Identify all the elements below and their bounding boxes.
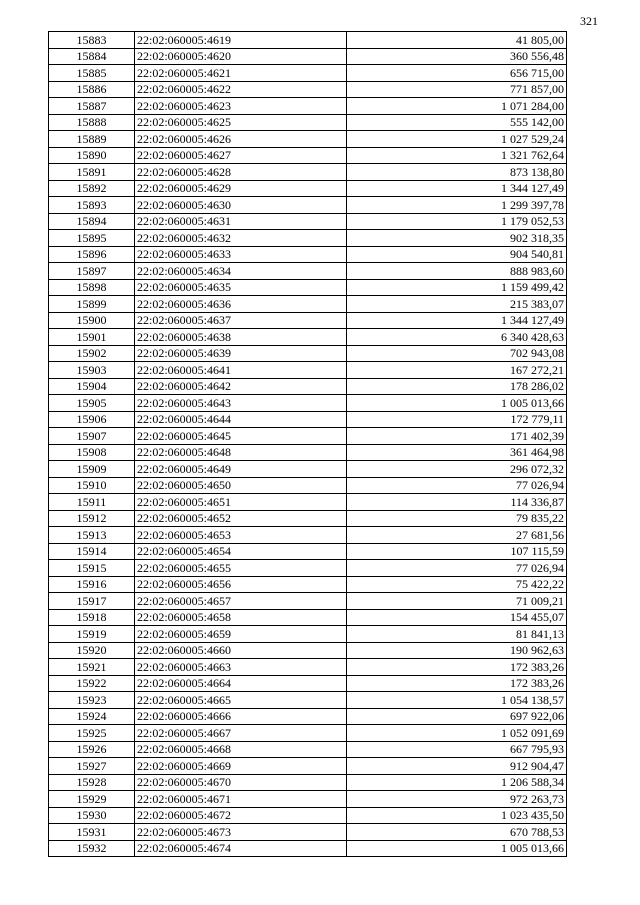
- row-number-cell: 15917: [49, 593, 135, 610]
- cadastral-number-cell: 22:02:060005:4651: [135, 494, 347, 511]
- cadastral-number-cell: 22:02:060005:4650: [135, 477, 347, 494]
- cadastral-number-cell: 22:02:060005:4638: [135, 329, 347, 346]
- cadastral-number-cell: 22:02:060005:4664: [135, 675, 347, 692]
- table-row: [49, 609, 567, 626]
- cadastral-value-table: [48, 31, 567, 857]
- row-number-cell: 15893: [49, 197, 135, 214]
- cadastral-number-cell: 22:02:060005:4665: [135, 692, 347, 709]
- cadastral-value-cell: 6 340 428,63: [347, 329, 567, 346]
- cadastral-value-cell: 1 159 499,42: [347, 279, 567, 296]
- cadastral-value-cell: 296 072,32: [347, 461, 567, 478]
- row-number-cell: 15896: [49, 246, 135, 263]
- table-row: [49, 180, 567, 197]
- cadastral-value-cell: 178 286,02: [347, 378, 567, 395]
- cadastral-value-cell: 71 009,21: [347, 593, 567, 610]
- row-number-cell: 15883: [49, 32, 135, 49]
- cadastral-value-cell: 27 681,56: [347, 527, 567, 544]
- row-number-cell: 15885: [49, 65, 135, 82]
- cadastral-value-cell: 1 027 529,24: [347, 131, 567, 148]
- cadastral-value-cell: 154 455,07: [347, 609, 567, 626]
- table-row: [49, 626, 567, 643]
- cadastral-number-cell: 22:02:060005:4625: [135, 114, 347, 131]
- table-row: [49, 758, 567, 775]
- table-row: [49, 576, 567, 593]
- cadastral-value-cell: 1 344 127,49: [347, 312, 567, 329]
- table-row: [49, 98, 567, 115]
- cadastral-number-cell: 22:02:060005:4672: [135, 807, 347, 824]
- cadastral-value-cell: 912 904,47: [347, 758, 567, 775]
- row-number-cell: 15911: [49, 494, 135, 511]
- cadastral-number-cell: 22:02:060005:4654: [135, 543, 347, 560]
- cadastral-value-cell: 667 795,93: [347, 741, 567, 758]
- cadastral-value-cell: 1 344 127,49: [347, 180, 567, 197]
- table-row: [49, 659, 567, 676]
- cadastral-value-cell: 1 005 013,66: [347, 840, 567, 857]
- cadastral-number-cell: 22:02:060005:4652: [135, 510, 347, 527]
- cadastral-value-cell: 190 962,63: [347, 642, 567, 659]
- table-row: [49, 411, 567, 428]
- cadastral-number-cell: 22:02:060005:4628: [135, 164, 347, 181]
- table-row: [49, 444, 567, 461]
- row-number-cell: 15890: [49, 147, 135, 164]
- row-number-cell: 15910: [49, 477, 135, 494]
- row-number-cell: 15912: [49, 510, 135, 527]
- table-row: [49, 131, 567, 148]
- cadastral-number-cell: 22:02:060005:4627: [135, 147, 347, 164]
- table-row: [49, 741, 567, 758]
- cadastral-value-cell: 171 402,39: [347, 428, 567, 445]
- table-row: [49, 494, 567, 511]
- cadastral-number-cell: 22:02:060005:4626: [135, 131, 347, 148]
- row-number-cell: 15920: [49, 642, 135, 659]
- row-number-cell: 15889: [49, 131, 135, 148]
- cadastral-number-cell: 22:02:060005:4619: [135, 32, 347, 49]
- cadastral-number-cell: 22:02:060005:4620: [135, 48, 347, 65]
- table-row: [49, 230, 567, 247]
- table-row: [49, 32, 567, 49]
- row-number-cell: 15923: [49, 692, 135, 709]
- table-row: [49, 114, 567, 131]
- cadastral-number-cell: 22:02:060005:4639: [135, 345, 347, 362]
- row-number-cell: 15930: [49, 807, 135, 824]
- cadastral-value-cell: 1 005 013,66: [347, 395, 567, 412]
- cadastral-number-cell: 22:02:060005:4671: [135, 791, 347, 808]
- row-number-cell: 15914: [49, 543, 135, 560]
- table-row: [49, 48, 567, 65]
- table-row: [49, 246, 567, 263]
- cadastral-number-cell: 22:02:060005:4648: [135, 444, 347, 461]
- cadastral-value-cell: 79 835,22: [347, 510, 567, 527]
- cadastral-value-cell: 702 943,08: [347, 345, 567, 362]
- table-row: [49, 329, 567, 346]
- row-number-cell: 15903: [49, 362, 135, 379]
- row-number-cell: 15932: [49, 840, 135, 857]
- row-number-cell: 15900: [49, 312, 135, 329]
- cadastral-number-cell: 22:02:060005:4659: [135, 626, 347, 643]
- cadastral-value-cell: 873 138,80: [347, 164, 567, 181]
- cadastral-value-cell: 114 336,87: [347, 494, 567, 511]
- row-number-cell: 15918: [49, 609, 135, 626]
- cadastral-value-cell: 172 779,11: [347, 411, 567, 428]
- cadastral-value-cell: 670 788,53: [347, 824, 567, 841]
- cadastral-number-cell: 22:02:060005:4633: [135, 246, 347, 263]
- row-number-cell: 15913: [49, 527, 135, 544]
- row-number-cell: 15886: [49, 81, 135, 98]
- table-row: [49, 461, 567, 478]
- row-number-cell: 15915: [49, 560, 135, 577]
- table-row: [49, 428, 567, 445]
- table-row: [49, 164, 567, 181]
- cadastral-value-cell: 888 983,60: [347, 263, 567, 280]
- cadastral-value-cell: 1 321 762,64: [347, 147, 567, 164]
- row-number-cell: 15902: [49, 345, 135, 362]
- row-number-cell: 15895: [49, 230, 135, 247]
- cadastral-number-cell: 22:02:060005:4657: [135, 593, 347, 610]
- table-row: [49, 807, 567, 824]
- row-number-cell: 15925: [49, 725, 135, 742]
- table-row: [49, 362, 567, 379]
- row-number-cell: 15884: [49, 48, 135, 65]
- row-number-cell: 15928: [49, 774, 135, 791]
- table-row: [49, 263, 567, 280]
- row-number-cell: 15888: [49, 114, 135, 131]
- table-row: [49, 213, 567, 230]
- table-row: [49, 692, 567, 709]
- cadastral-value-cell: 555 142,00: [347, 114, 567, 131]
- cadastral-number-cell: 22:02:060005:4643: [135, 395, 347, 412]
- cadastral-number-cell: 22:02:060005:4622: [135, 81, 347, 98]
- row-number-cell: 15904: [49, 378, 135, 395]
- cadastral-value-cell: 904 540,81: [347, 246, 567, 263]
- table-row: [49, 774, 567, 791]
- row-number-cell: 15901: [49, 329, 135, 346]
- cadastral-value-cell: 81 841,13: [347, 626, 567, 643]
- table-row: [49, 477, 567, 494]
- row-number-cell: 15891: [49, 164, 135, 181]
- cadastral-number-cell: 22:02:060005:4634: [135, 263, 347, 280]
- cadastral-number-cell: 22:02:060005:4649: [135, 461, 347, 478]
- table-row: [49, 675, 567, 692]
- cadastral-number-cell: 22:02:060005:4653: [135, 527, 347, 544]
- cadastral-number-cell: 22:02:060005:4632: [135, 230, 347, 247]
- cadastral-value-cell: 172 383,26: [347, 675, 567, 692]
- row-number-cell: 15905: [49, 395, 135, 412]
- table-row: [49, 378, 567, 395]
- table-row: [49, 560, 567, 577]
- cadastral-number-cell: 22:02:060005:4656: [135, 576, 347, 593]
- table-row: [49, 81, 567, 98]
- table-row: [49, 279, 567, 296]
- cadastral-number-cell: 22:02:060005:4655: [135, 560, 347, 577]
- cadastral-number-cell: 22:02:060005:4663: [135, 659, 347, 676]
- row-number-cell: 15922: [49, 675, 135, 692]
- row-number-cell: 15899: [49, 296, 135, 313]
- row-number-cell: 15927: [49, 758, 135, 775]
- cadastral-value-cell: 972 263,73: [347, 791, 567, 808]
- cadastral-value-cell: 656 715,00: [347, 65, 567, 82]
- table-body: [49, 32, 567, 857]
- row-number-cell: 15926: [49, 741, 135, 758]
- cadastral-value-cell: 1 054 138,57: [347, 692, 567, 709]
- cadastral-value-cell: 360 556,48: [347, 48, 567, 65]
- table-row: [49, 197, 567, 214]
- cadastral-value-cell: 1 071 284,00: [347, 98, 567, 115]
- cadastral-value-cell: 902 318,35: [347, 230, 567, 247]
- table-row: [49, 593, 567, 610]
- row-number-cell: 15894: [49, 213, 135, 230]
- cadastral-number-cell: 22:02:060005:4629: [135, 180, 347, 197]
- cadastral-number-cell: 22:02:060005:4670: [135, 774, 347, 791]
- cadastral-value-cell: 107 115,59: [347, 543, 567, 560]
- row-number-cell: 15929: [49, 791, 135, 808]
- row-number-cell: 15931: [49, 824, 135, 841]
- cadastral-value-cell: 77 026,94: [347, 560, 567, 577]
- cadastral-number-cell: 22:02:060005:4621: [135, 65, 347, 82]
- row-number-cell: 15921: [49, 659, 135, 676]
- cadastral-number-cell: 22:02:060005:4674: [135, 840, 347, 857]
- cadastral-value-cell: 1 206 588,34: [347, 774, 567, 791]
- table-row: [49, 510, 567, 527]
- row-number-cell: 15908: [49, 444, 135, 461]
- table-row: [49, 65, 567, 82]
- cadastral-value-cell: 1 023 435,50: [347, 807, 567, 824]
- cadastral-value-cell: 771 857,00: [347, 81, 567, 98]
- cadastral-number-cell: 22:02:060005:4668: [135, 741, 347, 758]
- row-number-cell: 15898: [49, 279, 135, 296]
- table-row: [49, 296, 567, 313]
- cadastral-value-cell: 77 026,94: [347, 477, 567, 494]
- cadastral-number-cell: 22:02:060005:4623: [135, 98, 347, 115]
- cadastral-number-cell: 22:02:060005:4631: [135, 213, 347, 230]
- cadastral-number-cell: 22:02:060005:4658: [135, 609, 347, 626]
- cadastral-value-cell: 167 272,21: [347, 362, 567, 379]
- cadastral-number-cell: 22:02:060005:4644: [135, 411, 347, 428]
- page-number: 321: [580, 14, 598, 28]
- table-row: [49, 642, 567, 659]
- table-row: [49, 708, 567, 725]
- cadastral-value-cell: 1 299 397,78: [347, 197, 567, 214]
- row-number-cell: 15919: [49, 626, 135, 643]
- cadastral-value-cell: 75 422,22: [347, 576, 567, 593]
- cadastral-value-cell: 361 464,98: [347, 444, 567, 461]
- cadastral-value-cell: 697 922,06: [347, 708, 567, 725]
- row-number-cell: 15909: [49, 461, 135, 478]
- table-row: [49, 791, 567, 808]
- cadastral-value-cell: 172 383,26: [347, 659, 567, 676]
- table-row: [49, 147, 567, 164]
- cadastral-number-cell: 22:02:060005:4636: [135, 296, 347, 313]
- cadastral-number-cell: 22:02:060005:4673: [135, 824, 347, 841]
- row-number-cell: 15892: [49, 180, 135, 197]
- table-row: [49, 395, 567, 412]
- table-row: [49, 840, 567, 857]
- table-row: [49, 543, 567, 560]
- cadastral-number-cell: 22:02:060005:4669: [135, 758, 347, 775]
- cadastral-number-cell: 22:02:060005:4645: [135, 428, 347, 445]
- table-row: [49, 824, 567, 841]
- cadastral-number-cell: 22:02:060005:4641: [135, 362, 347, 379]
- cadastral-value-cell: 41 805,00: [347, 32, 567, 49]
- cadastral-value-cell: 1 179 052,53: [347, 213, 567, 230]
- cadastral-number-cell: 22:02:060005:4667: [135, 725, 347, 742]
- table-row: [49, 312, 567, 329]
- cadastral-number-cell: 22:02:060005:4666: [135, 708, 347, 725]
- cadastral-number-cell: 22:02:060005:4635: [135, 279, 347, 296]
- table-row: [49, 725, 567, 742]
- cadastral-number-cell: 22:02:060005:4642: [135, 378, 347, 395]
- row-number-cell: 15906: [49, 411, 135, 428]
- row-number-cell: 15897: [49, 263, 135, 280]
- row-number-cell: 15907: [49, 428, 135, 445]
- cadastral-number-cell: 22:02:060005:4637: [135, 312, 347, 329]
- cadastral-number-cell: 22:02:060005:4630: [135, 197, 347, 214]
- row-number-cell: 15916: [49, 576, 135, 593]
- cadastral-value-cell: 1 052 091,69: [347, 725, 567, 742]
- cadastral-value-cell: 215 383,07: [347, 296, 567, 313]
- table-row: [49, 345, 567, 362]
- cadastral-number-cell: 22:02:060005:4660: [135, 642, 347, 659]
- table-row: [49, 527, 567, 544]
- row-number-cell: 15887: [49, 98, 135, 115]
- row-number-cell: 15924: [49, 708, 135, 725]
